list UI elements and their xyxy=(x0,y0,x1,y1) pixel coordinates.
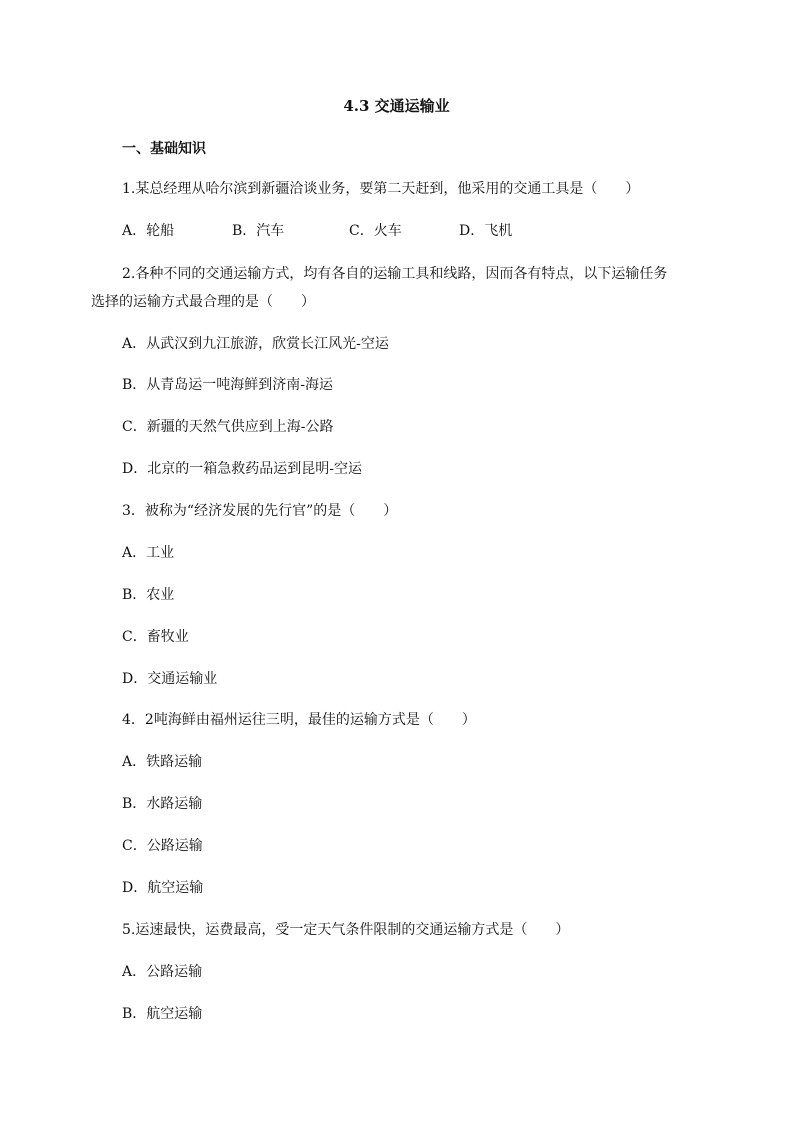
q5-option-a: A．公路运输 xyxy=(122,964,203,980)
q3-option-a: A．工业 xyxy=(122,545,175,561)
q2-option-c: C．新疆的天然气供应到上海-公路 xyxy=(122,419,334,435)
q1-option-d: D．飞机 xyxy=(459,223,513,239)
q5-option-b: B．航空运输 xyxy=(122,1006,203,1022)
q3-option-c: C．畜牧业 xyxy=(122,629,189,645)
q1-option-c: C．火车 xyxy=(349,223,402,239)
q1-option-a: A．轮船 xyxy=(122,223,175,239)
q4-option-d: D．航空运输 xyxy=(122,880,204,896)
q4-option-a: A．铁路运输 xyxy=(122,754,203,770)
question-2-text-line1: 2.各种不同的交通运输方式，均有各自的运输工具和线路，因而各有特点，以下运输任务 xyxy=(122,266,668,282)
page-title: 4.3 交通运输业 xyxy=(343,97,450,115)
q1-option-b: B．汽车 xyxy=(232,223,285,239)
question-2-text-line2: 选择的运输方式最合理的是（ ） xyxy=(91,294,315,310)
q3-option-b: B．农业 xyxy=(122,587,175,603)
section-heading: 一、基础知识 xyxy=(122,141,206,157)
question-5-text: 5.运速最快，运费最高，受一定天气条件限制的交通运输方式是（ ） xyxy=(122,922,570,938)
q2-option-a: A．从武汉到九江旅游，欣赏长江风光-空运 xyxy=(122,336,389,352)
q2-option-b: B．从青岛运一吨海鲜到济南-海运 xyxy=(122,377,334,393)
q4-option-b: B．水路运输 xyxy=(122,796,203,812)
question-1-text: 1.某总经理从哈尔滨到新疆洽谈业务，要第二天赶到，他采用的交通工具是（ ） xyxy=(122,181,640,197)
q3-option-d: D．交通运输业 xyxy=(122,671,218,687)
question-3-text: 3．被称为“经济发展的先行官”的是（ ） xyxy=(122,503,398,519)
q4-option-c: C．公路运输 xyxy=(122,838,203,854)
question-1-options xyxy=(122,221,622,241)
q2-option-d: D．北京的一箱急救药品运到昆明-空运 xyxy=(122,461,362,477)
question-4-text: 4．2吨海鲜由福州运往三明，最佳的运输方式是（ ） xyxy=(122,712,476,728)
